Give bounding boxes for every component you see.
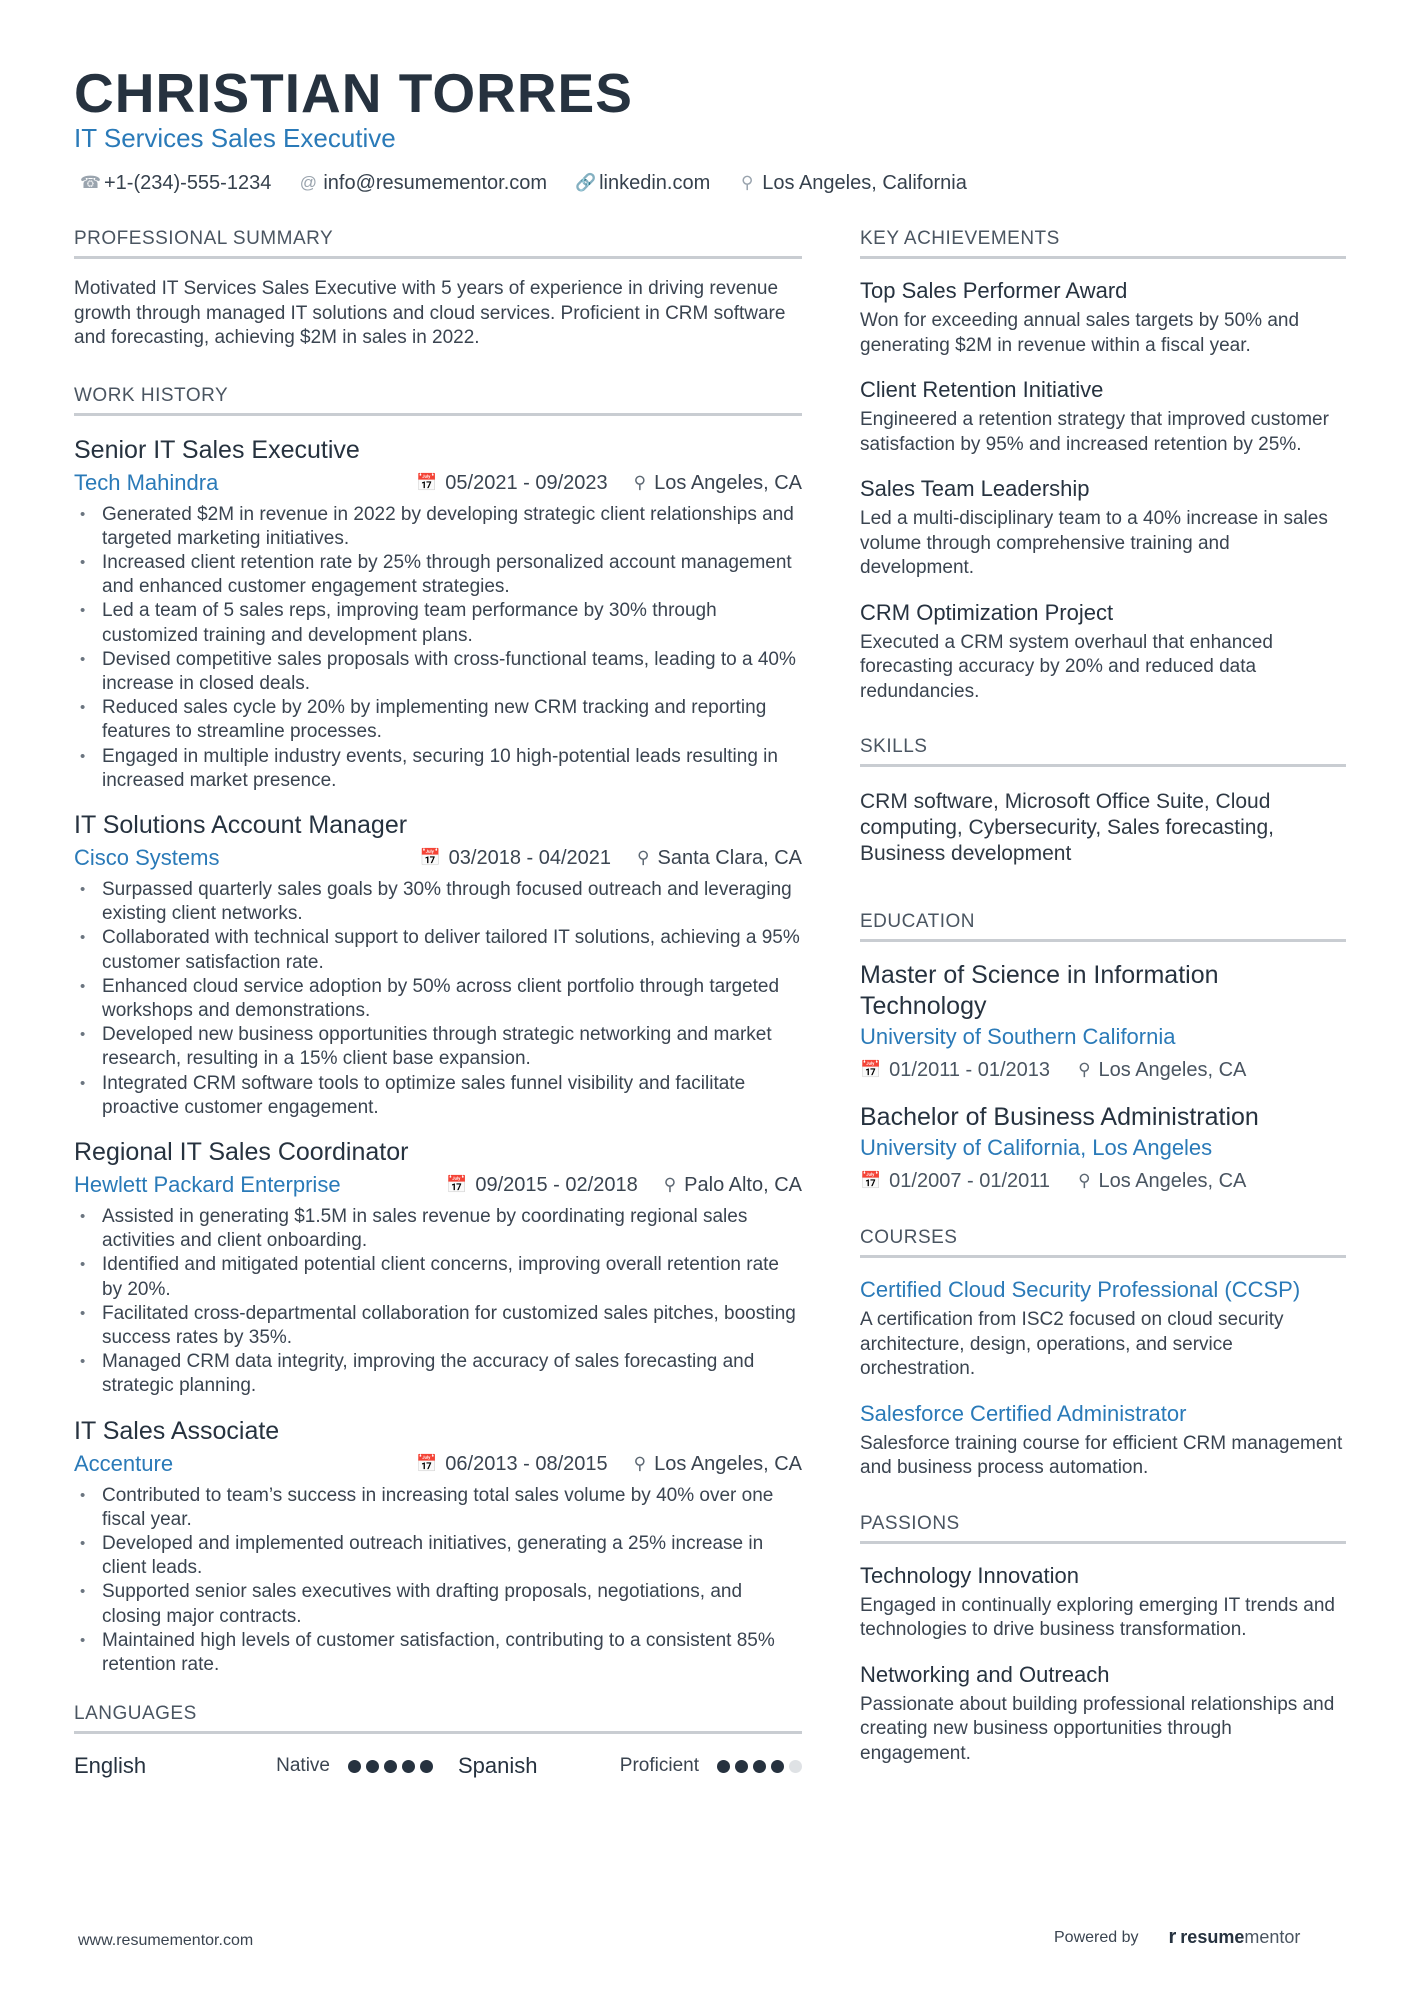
job-bullet: • Generated $2M in revenue in 2022 by developing strategic client relationships and targeted marketing initiatives.: [74, 503, 802, 551]
rating-dot-filled: [771, 1760, 784, 1773]
education-location-text: Los Angeles, CA: [1098, 1059, 1247, 1081]
education-dates: [860, 1056, 1050, 1084]
location-pin-icon: ⚲: [1078, 1060, 1091, 1079]
rating-dot-filled: [402, 1760, 415, 1773]
calendar-icon: 📅: [416, 472, 438, 492]
work-history-section: [74, 383, 802, 1678]
brand-name-light: mentor: [1244, 1927, 1301, 1947]
contact-phone-text: +1-(234)-555-1234: [104, 172, 272, 194]
section-heading: WORK HISTORY: [74, 383, 802, 416]
job-bullet: • Integrated CRM software tools to optimize sales funnel visibility and facilitate proactive customer engagement.: [74, 1072, 802, 1120]
passion-text: Engaged in continually exploring emerging IT trends and technologies to drive business transformation.: [860, 1594, 1335, 1640]
contact-location: [738, 170, 967, 196]
achievement-item: [860, 475, 1346, 581]
calendar-icon: 📅: [416, 1453, 438, 1473]
job-location-text: Palo Alto, CA: [684, 1173, 802, 1196]
job-location: [664, 1172, 802, 1198]
passion-text: Passionate about building professional relationships and creating new business opportunities through engagement.: [860, 1693, 1335, 1764]
achievement-title: Top Sales Performer Award: [860, 278, 1128, 303]
job-bullets: [74, 1205, 802, 1399]
job-bullet: • Devised competitive sales proposals with cross-functional teams, leading to a 40% increase in closed deals.: [74, 648, 802, 696]
job-location-text: Santa Clara, CA: [657, 846, 802, 869]
job-dates: [446, 1172, 638, 1198]
education-meta: [860, 1167, 1346, 1195]
footer-branding: [1054, 1926, 1300, 1949]
education-meta: [860, 1056, 1346, 1084]
job-entry: [74, 434, 802, 793]
section-heading: LANGUAGES: [74, 1701, 802, 1734]
course-title: Salesforce Certified Administrator: [860, 1400, 1187, 1426]
section-heading: SKILLS: [860, 734, 1346, 767]
school-name: University of Southern California: [860, 1024, 1176, 1049]
job-bullet: • Facilitated cross-departmental collaboration for customized sales pitches, boosting success rates by 35%.: [74, 1302, 802, 1350]
rating-dot-filled: [348, 1760, 361, 1773]
education-location: [1078, 1167, 1246, 1195]
language-item: [74, 1752, 458, 1780]
brand-name-bold: resume: [1180, 1927, 1245, 1947]
job-meta-right: [416, 470, 802, 496]
job-title: IT Solutions Account Manager: [74, 810, 408, 839]
job-dates-text: 09/2015 - 02/2018: [475, 1173, 638, 1196]
achievement-item: [860, 599, 1346, 705]
contact-linkedin[interactable]: [575, 170, 710, 196]
job-dates-text: 06/2013 - 08/2015: [445, 1452, 608, 1475]
job-bullet: • Increased client retention rate by 25% through personalized account management and enhanced customer engagement strategies.: [74, 551, 802, 599]
job-bullet: • Led a team of 5 sales reps, improving team performance by 30% through customized training and development plans.: [74, 599, 802, 647]
job-meta: [74, 1450, 802, 1478]
job-location-text: Los Angeles, CA: [654, 471, 802, 494]
company-name: Cisco Systems: [74, 844, 220, 870]
education-dates-text: 01/2007 - 01/2011: [889, 1170, 1051, 1192]
job-entry: [74, 809, 802, 1120]
at-icon: @: [299, 173, 317, 192]
education-dates-text: 01/2011 - 01/2013: [889, 1059, 1051, 1081]
education-location-text: Los Angeles, CA: [1098, 1170, 1247, 1192]
calendar-icon: 📅: [446, 1174, 468, 1194]
passions-section: [860, 1511, 1346, 1767]
job-bullet: • Developed new business opportunities through strategic networking and market research, resulting in a 15% client base expansion.: [74, 1023, 802, 1071]
job-bullet: • Maintained high levels of customer satisfaction, contributing to a consistent 85% retention rate.: [74, 1629, 802, 1677]
language-item: [458, 1752, 802, 1780]
company-name: Hewlett Packard Enterprise: [74, 1171, 341, 1197]
language-rating: [717, 1760, 802, 1773]
job-bullet: • Supported senior sales executives with drafting proposals, negotiations, and closing major contracts.: [74, 1580, 802, 1628]
achievement-text: Led a multi-disciplinary team to a 40% increase in sales volume through comprehensive training and development.: [860, 508, 1328, 578]
section-heading: KEY ACHIEVEMENTS: [860, 226, 1346, 259]
location-pin-icon: ⚲: [1078, 1171, 1091, 1190]
calendar-icon: 📅: [860, 1171, 882, 1190]
job-bullets: [74, 1484, 802, 1678]
section-heading: COURSES: [860, 1225, 1346, 1258]
job-bullet: • Engaged in multiple industry events, securing 10 high-potential leads resulting in increased market presence.: [74, 745, 802, 793]
calendar-icon: 📅: [419, 847, 441, 867]
contact-email-text[interactable]: info@resumementor.com: [323, 172, 548, 194]
location-pin-icon: ⚲: [637, 847, 650, 867]
summary-section: [74, 226, 802, 351]
summary-text: Motivated IT Services Sales Executive with 5 years of experience in driving revenue growth through managed IT solutions and cloud services. Proficient in CRM software and forecasting, achieving $2M in sales in 2022.: [74, 278, 786, 348]
language-level: Proficient: [619, 1755, 699, 1777]
achievement-title: Sales Team Leadership: [860, 476, 1090, 501]
passion-item: [860, 1562, 1346, 1643]
company-name: Accenture: [74, 1450, 174, 1476]
footer-website[interactable]: www.resumementor.com: [78, 1932, 254, 1949]
link-icon: 🔗: [575, 173, 597, 192]
rating-dot-filled: [753, 1760, 766, 1773]
education-section: [860, 909, 1346, 1195]
achievement-text: Engineered a retention strategy that improved customer satisfaction by 95% and increased retention by 25%.: [860, 409, 1329, 455]
rating-dot-empty: [789, 1760, 802, 1773]
location-pin-icon: ⚲: [633, 1453, 647, 1473]
section-heading: EDUCATION: [860, 909, 1346, 942]
job-meta: [74, 1171, 802, 1199]
degree-title: Bachelor of Business Administration: [860, 1103, 1259, 1131]
location-pin-icon: ⚲: [663, 1174, 677, 1194]
location-pin-icon: ⚲: [741, 173, 754, 192]
rating-dot-filled: [366, 1760, 379, 1773]
course-text: Salesforce training course for efficient CRM management and business process automation.: [860, 1432, 1343, 1478]
job-bullet: • Surpassed quarterly sales goals by 30% through focused outreach and leveraging existing client networks.: [74, 878, 802, 926]
rating-dot-filled: [735, 1760, 748, 1773]
job-title: Senior IT Sales Executive: [74, 435, 360, 464]
course-text: A certification from ISC2 focused on cloud security architecture, design, operations, and service orchestration.: [860, 1309, 1284, 1379]
location-pin-icon: ⚲: [633, 472, 647, 492]
job-bullet: • Enhanced cloud service adoption by 50% across client portfolio through targeted workshops and demonstrations.: [74, 975, 802, 1023]
job-bullets: [74, 878, 802, 1120]
brand-mark-icon: r: [1168, 1926, 1177, 1948]
achievement-text: Won for exceeding annual sales targets by 50% and generating $2M in revenue within a fiscal year.: [860, 310, 1300, 356]
section-heading: PROFESSIONAL SUMMARY: [74, 226, 802, 259]
languages-row: [74, 1752, 802, 1780]
rating-dot-filled: [420, 1760, 433, 1773]
contact-phone: [80, 170, 271, 196]
job-bullet: • Identified and mitigated potential client concerns, improving overall retention rate by 20%.: [74, 1253, 802, 1301]
passion-title: Networking and Outreach: [860, 1661, 1110, 1687]
job-bullet: • Collaborated with technical support to deliver tailored IT solutions, achieving a 95% customer satisfaction rate.: [74, 926, 802, 974]
rating-dot-filled: [384, 1760, 397, 1773]
contact-location-text: Los Angeles, California: [762, 172, 967, 194]
education-dates: [860, 1167, 1050, 1195]
job-location: [634, 1451, 802, 1477]
job-location: [634, 470, 802, 496]
job-meta-right: [416, 1451, 802, 1477]
job-bullet: • Developed and implemented outreach initiatives, generating a 25% increase in client leads.: [74, 1532, 802, 1580]
achievement-text: Executed a CRM system overhaul that enhanced forecasting accuracy by 20% and reduced data redundancies.: [860, 631, 1273, 702]
achievement-item: [860, 376, 1346, 457]
brand-logo[interactable]: [1169, 1926, 1301, 1949]
achievement-title: CRM Optimization Project: [860, 599, 1114, 625]
job-title: IT Sales Associate: [74, 1416, 280, 1445]
skills-section: [860, 734, 1346, 867]
job-bullet: • Managed CRM data integrity, improving the accuracy of sales forecasting and strategic planning.: [74, 1350, 802, 1398]
job-meta-right: [446, 1172, 802, 1198]
job-dates: [416, 1451, 608, 1477]
courses-section: [860, 1225, 1346, 1481]
language-level: Native: [276, 1755, 330, 1777]
school-name: University of California, Los Angeles: [860, 1135, 1213, 1160]
achievements-section: [860, 226, 1346, 704]
job-title: Regional IT Sales Coordinator: [74, 1137, 409, 1166]
language-rating: [348, 1760, 433, 1773]
passion-title: Technology Innovation: [860, 1562, 1079, 1588]
job-dates: [419, 845, 611, 871]
education-location: [1078, 1056, 1246, 1084]
company-name: Tech Mahindra: [74, 469, 219, 495]
degree-title: Master of Science in Information Technology: [860, 961, 1219, 1020]
skills-text: CRM software, Microsoft Office Suite, Cloud computing, Cybersecurity, Sales forecasting, Business development: [860, 790, 1274, 865]
rating-dot-filled: [717, 1760, 730, 1773]
candidate-title: IT Services Sales Executive: [74, 123, 396, 153]
course-title: Certified Cloud Security Professional (CCSP): [860, 1277, 1301, 1302]
job-dates-text: 05/2021 - 09/2023: [445, 471, 608, 494]
job-meta: [74, 844, 802, 872]
achievement-item: [860, 277, 1346, 358]
powered-by-label: Powered by: [1054, 1928, 1139, 1946]
course-item: [860, 1400, 1346, 1481]
right-column: [860, 226, 1346, 1798]
job-bullets: [74, 503, 802, 793]
achievement-title: Client Retention Initiative: [860, 377, 1104, 402]
contact-linkedin-text[interactable]: linkedin.com: [599, 172, 711, 194]
left-column: [74, 226, 802, 1812]
education-item: [860, 960, 1346, 1084]
job-location: [637, 845, 802, 871]
job-entry: [74, 1415, 802, 1678]
contact-email[interactable]: [299, 170, 547, 196]
languages-section: [74, 1701, 802, 1780]
job-dates-text: 03/2018 - 04/2021: [448, 846, 612, 869]
job-dates: [416, 470, 608, 496]
job-bullet: • Assisted in generating $1.5M in sales revenue by coordinating regional sales activities and client onboarding.: [74, 1205, 802, 1253]
job-bullet: • Reduced sales cycle by 20% by implementing new CRM tracking and reporting features to streamline processes.: [74, 696, 802, 744]
job-entry: [74, 1136, 802, 1399]
course-item: [860, 1276, 1346, 1382]
language-name: Spanish: [458, 1753, 538, 1779]
job-meta-right: [419, 845, 802, 871]
section-heading: PASSIONS: [860, 1511, 1346, 1544]
candidate-name: CHRISTIAN TORRES: [74, 62, 633, 124]
phone-icon: ☎: [80, 173, 102, 192]
job-bullet: • Contributed to team’s success in increasing total sales volume by 40% over one fiscal year.: [74, 1484, 802, 1532]
calendar-icon: 📅: [860, 1060, 882, 1079]
contact-bar: [80, 170, 967, 196]
job-meta: [74, 469, 802, 497]
job-location-text: Los Angeles, CA: [654, 1452, 802, 1475]
language-name: English: [74, 1753, 147, 1779]
passion-item: [860, 1661, 1346, 1767]
education-item: [860, 1102, 1346, 1195]
